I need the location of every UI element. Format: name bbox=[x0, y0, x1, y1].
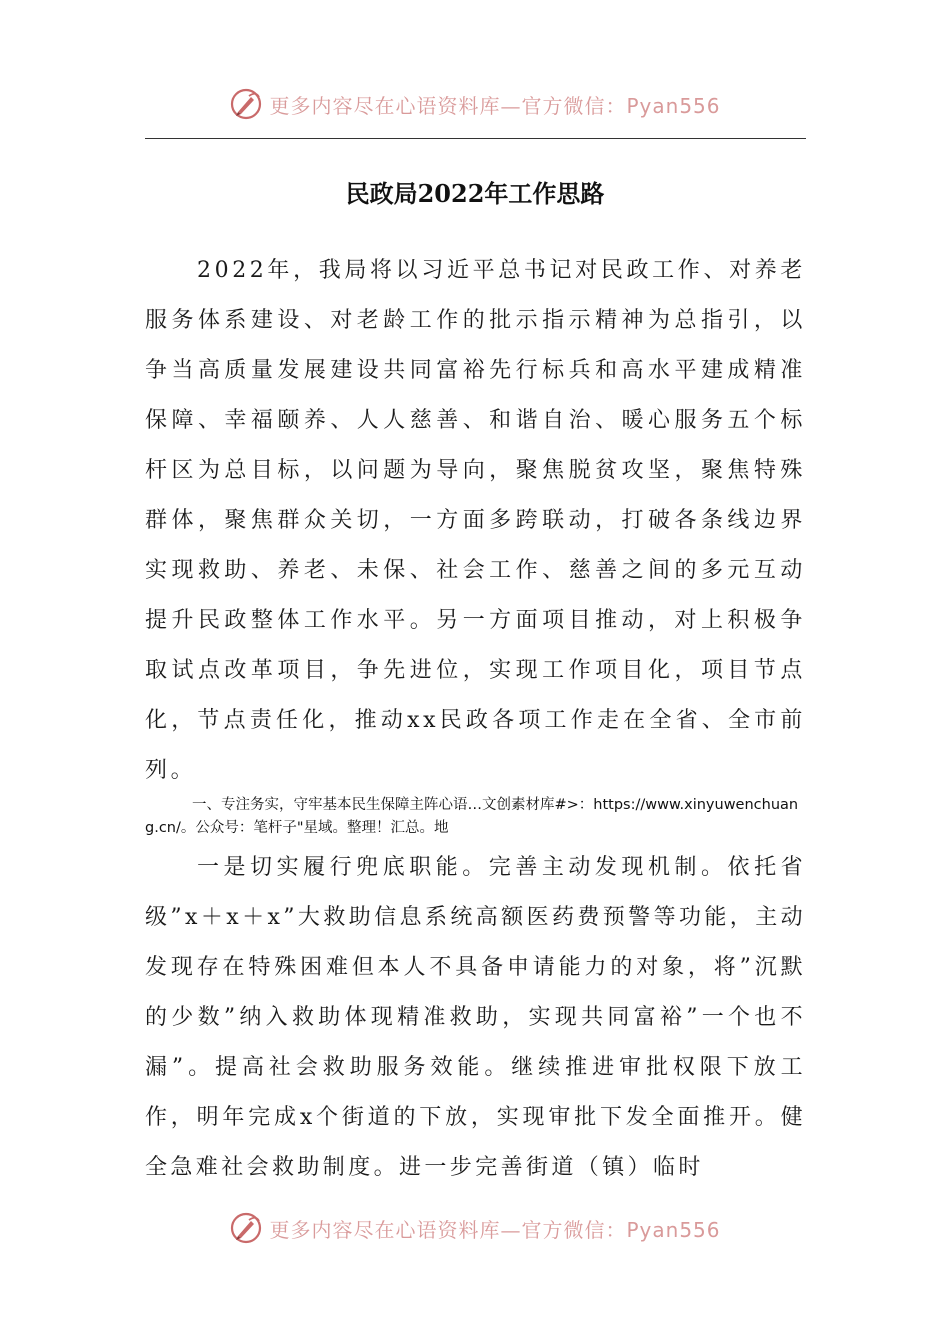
section-heading: 一、专注务实，守牢基本民生保障主阵心语…文创素材库#>：https://www.xinyuwenchuang.cn/。公众号：笔杆子"星域。整理！汇总。地 bbox=[145, 797, 799, 836]
banner-text bbox=[269, 90, 720, 119]
header-watermark-banner bbox=[0, 84, 950, 124]
body-paragraph-section-1: 一是切实履行兜底职能。完善主动发现机制。依托省级”x＋x＋x”大救助信息系统高额医药费预警等功能，主动发现存在特殊困难但本人不具备申请能力的对象，将”沉默的少数”纳入救助体现精准救助，实现共同富裕”一个也不漏”。提高社会救助服务效能。继续推进审批权限下放工作，明年完成x个街道的下放，实现审批下发全面推开。健全急难社会救助制度。进一步完善街道（镇）临时 bbox=[145, 855, 806, 1180]
pen-circle-logo-icon bbox=[229, 87, 263, 121]
banner-main-text: 更多内容尽在心语资料库—官方微信： bbox=[269, 93, 627, 118]
banner-wechat-id: Pyan556 bbox=[626, 1217, 721, 1242]
footer-watermark-banner bbox=[0, 1208, 950, 1248]
document-title: 民政局2022年工作思路 bbox=[345, 179, 605, 208]
body-paragraph-intro: 2022年，我局将以习近平总书记对民政工作、对养老服务体系建设、对老龄工作的批示指示精神为总指引，以争当高质量发展建设共同富裕先行标兵和高水平建成精准保障、幸福颐养、人人慈善、和谐自治、暖心服务五个标杆区为总目标，以问题为导向，聚焦脱贫攻坚，聚焦特殊群体，聚焦群众关切，一方面多跨联动，打破各条线边界实现救助、养老、未保、社会工作、慈善之间的多元互动提升民政整体工作水平。另一方面项目推动，对上积极争取试点改革项目，争先进位，实现工作项目化，项目节点化，节点责任化，推动xx民政各项工作走在全省、全市前列。 bbox=[145, 258, 806, 783]
pen-circle-logo-icon bbox=[229, 1211, 263, 1245]
banner-text bbox=[269, 1214, 720, 1243]
header-divider bbox=[145, 138, 806, 139]
banner-wechat-id: Pyan556 bbox=[626, 93, 721, 118]
banner-main-text: 更多内容尽在心语资料库—官方微信： bbox=[269, 1217, 627, 1242]
